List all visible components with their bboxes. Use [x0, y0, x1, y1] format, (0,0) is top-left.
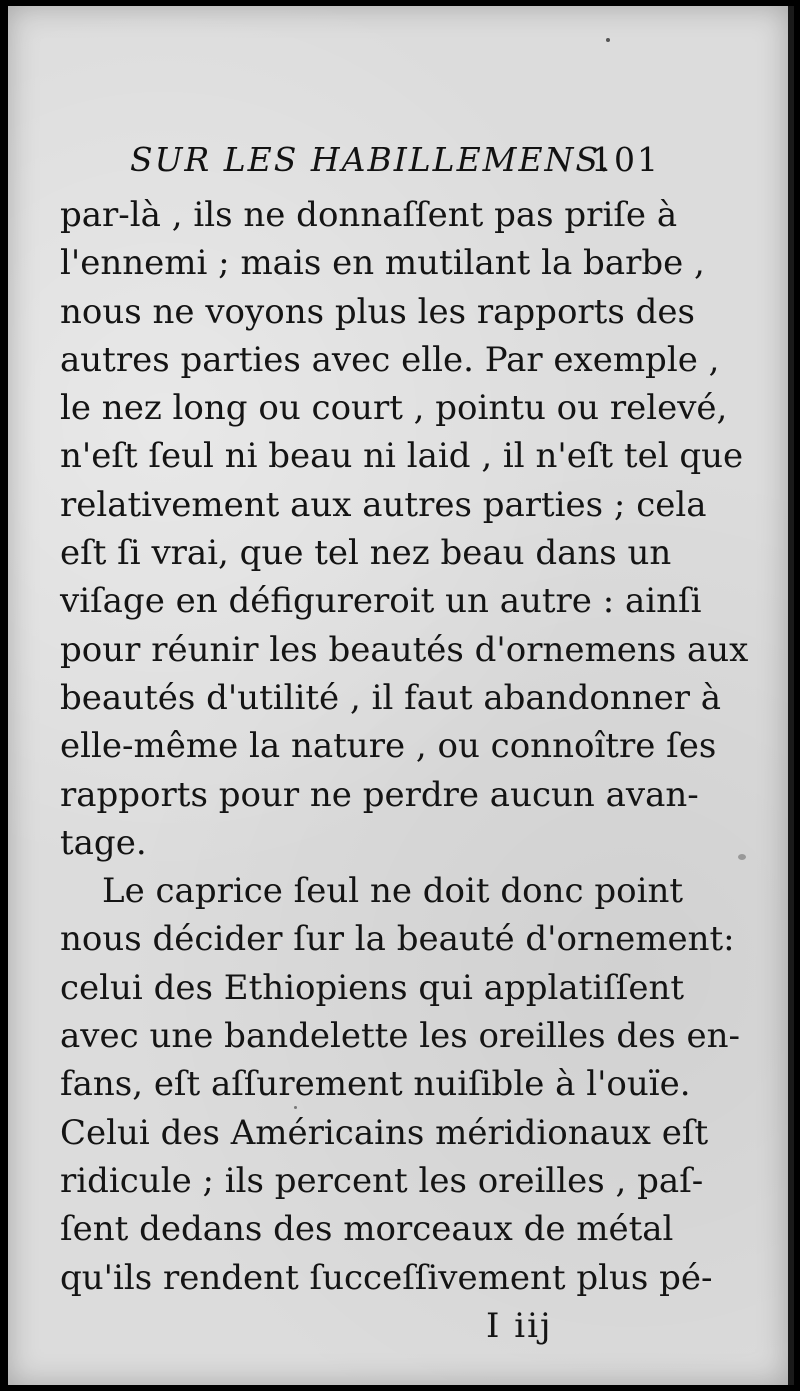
- text-line: viſage en défigureroit un autre : ainſi: [60, 581, 702, 622]
- text-line: beautés d'utilité , il faut abandonner à: [60, 677, 722, 718]
- page-number: 101: [591, 140, 660, 179]
- text-line: rapports pour ne perdre aucun avan-: [60, 774, 699, 815]
- text-line: tage.: [60, 822, 147, 863]
- page-header: [130, 140, 670, 180]
- text-line: relativement aux autres parties ; cela: [60, 484, 707, 525]
- paper-speck: [606, 38, 610, 42]
- body-text: [60, 191, 749, 1302]
- text-line: autres parties avec elle. Par exemple ,: [60, 339, 720, 380]
- paper-speck: [294, 1106, 297, 1109]
- text-line: eſt ſi vrai, que tel nez beau dans un: [60, 533, 672, 574]
- text-line: nous décider ſur la beauté d'ornement:: [60, 919, 735, 960]
- text-line: par-là , ils ne donnaſſent pas priſe à: [60, 195, 678, 235]
- text-line: n'eſt ſeul ni beau ni laid , il n'eſt tel que: [60, 436, 744, 477]
- signature-mark: I iij: [486, 1306, 553, 1346]
- text-line: ſent dedans des morceaux de métal: [60, 1209, 674, 1250]
- text-line: nous ne voyons plus les rapports des: [60, 291, 695, 332]
- paper-speck: [738, 854, 746, 860]
- text-line: pour réunir les beautés d'ornemens aux: [60, 629, 749, 670]
- text-line: qu'ils rendent ſucceſſivement plus pé-: [60, 1257, 713, 1298]
- text-line: fans, eſt aſſurement nuiſible à l'ouïe.: [60, 1064, 691, 1105]
- book-page: [8, 6, 794, 1385]
- text-line: l'ennemi ; mais en mutilant la barbe ,: [60, 243, 705, 284]
- text-line: le nez long ou court , pointu ou relevé,: [60, 388, 728, 429]
- text-line: avec une bandelette les oreilles des en-: [60, 1016, 740, 1057]
- paragraph-start-line: Le caprice ſeul ne doit donc point: [102, 871, 684, 912]
- text-line: Celui des Américains méridionaux eſt: [60, 1112, 709, 1153]
- text-line: celui des Ethiopiens qui applatiſſent: [60, 967, 685, 1008]
- running-title: SUR LES HABILLEMENS.: [130, 140, 612, 179]
- text-line: ridicule ; ils percent les oreilles , paſ-: [60, 1160, 704, 1201]
- text-line: elle-même la nature , ou connoître ſes: [60, 726, 717, 767]
